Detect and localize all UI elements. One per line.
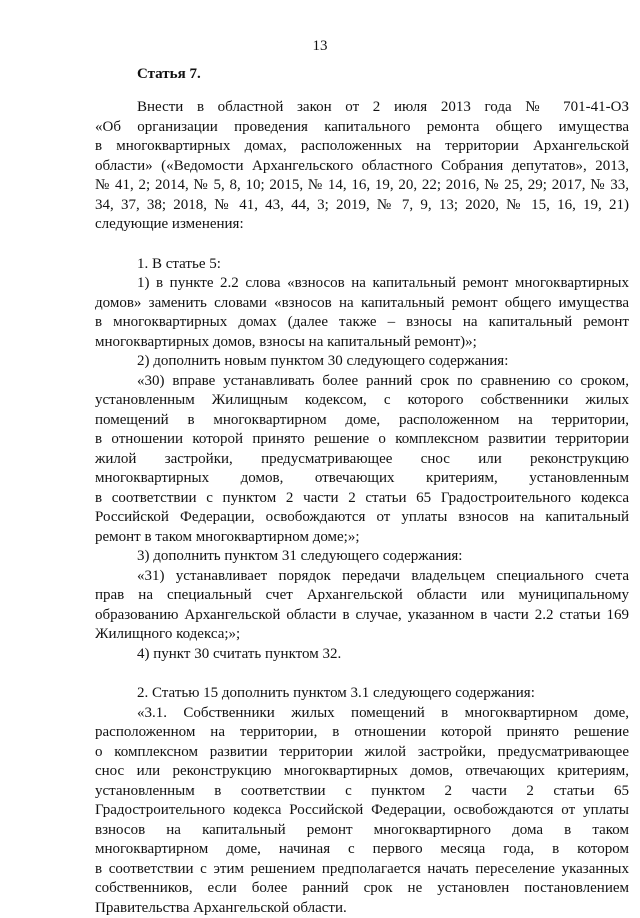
section-1-line: 3) дополнить пунктом 31 следующего содержания: — [95, 547, 629, 567]
section-1-line: Российской Федерации, освобождаются от уплаты взносов на капитальный — [95, 508, 629, 528]
section-2-line: расположенном на территории, в отношении которой принято решение — [95, 723, 629, 743]
section-1-line: «30) вправе устанавливать более ранний срок по сравнению со сроком, — [95, 372, 629, 392]
section-1-line: жилой застройки, предусматривающее снос или реконструкцию — [95, 450, 629, 470]
intro-line: № 41, 2; 2014, № 5, 8, 10; 2015, № 14, 16, 19, 20, 22; 2016, № 25, 29; 2017, № 33, — [95, 176, 629, 196]
section-1-title: 1. В статье 5: — [95, 255, 629, 275]
section-2-line: о комплексном развитии территории жилой застройки, предусматривающее — [95, 743, 629, 763]
section-2-line: Правительства Архангельской области. — [95, 899, 629, 918]
section-2-line: Градостроительного кодекса Российской Федерации, освобождаются от уплаты — [95, 801, 629, 821]
intro-line: 34, 37, 38; 2018, № 41, 43, 44, 3; 2019, № 7, 9, 13; 2020, № 15, 16, 19, 21) — [95, 196, 629, 216]
section-2-line: «3.1. Собственники жилых помещений в многоквартирном доме, — [95, 704, 629, 724]
intro-line: области» («Ведомости Архангельского областного Собрания депутатов», 2013, — [95, 157, 629, 177]
section-2-line: установленным в соответствии с пунктом 2 части 2 статьи 65 — [95, 782, 629, 802]
section-1-line: Жилищного кодекса;»; — [95, 625, 629, 645]
section-1-line: многоквартирных домов, взносы на капитальный ремонт)»; — [95, 333, 629, 353]
intro-line: Внести в областной закон от 2 июля 2013 года № 701-41-ОЗ — [95, 98, 629, 118]
section-1-line: помещений в многоквартирном доме, расположенном на территории, — [95, 411, 629, 431]
section-2-line: в соответствии с этим решением предполагается начать переселение указанных — [95, 860, 629, 880]
intro-line: следующие изменения: — [95, 215, 629, 235]
section-2-line: взносов на капитальный ремонт многоквартирного дома в таком — [95, 821, 629, 841]
article-heading: Статья 7. — [137, 66, 201, 83]
section-1-line: в отношении которой принято решение о комплексном развитии территории — [95, 430, 629, 450]
page-number: 13 — [0, 38, 640, 55]
section-1-line: многоквартирных домов, отвечающих критериям, установленным — [95, 469, 629, 489]
section-1-line: прав на специальный счет Архангельской области или муниципальному — [95, 586, 629, 606]
intro-line: в многоквартирных домах, расположенных на территории Архангельской — [95, 137, 629, 157]
section-1-line: 2) дополнить новым пунктом 30 следующего содержания: — [95, 352, 629, 372]
section-1-line: установленным Жилищным кодексом, с которого собственники жилых — [95, 391, 629, 411]
section-1-line: образованию Архангельской области в случае, указанном в части 2.2 статьи 169 — [95, 606, 629, 626]
section-1-line: 1) в пункте 2.2 слова «взносов на капитальный ремонт многоквартирных — [95, 274, 629, 294]
section-1-line: в многоквартирных домах (далее также – взносы на капитальный ремонт — [95, 313, 629, 333]
section-2-line: многоквартирном доме, начиная с первого месяца года, в котором — [95, 840, 629, 860]
section-1-line: в соответствии с пунктом 2 части 2 статьи 65 Градостроительного кодекса — [95, 489, 629, 509]
section-2-line: собственников, если более ранний срок не установлен постановлением — [95, 879, 629, 899]
article-body — [95, 98, 629, 918]
intro-line: «Об организации проведения капитального ремонта общего имущества — [95, 118, 629, 138]
section-1-line: домов» заменить словами «взносов на капитальный ремонт общего имущества — [95, 294, 629, 314]
section-1-line: 4) пункт 30 считать пунктом 32. — [95, 645, 629, 665]
section-1-line: «31) устанавливает порядок передачи владельцем специального счета — [95, 567, 629, 587]
section-2-line: снос или реконструкцию многоквартирных домов, отвечающих критериям, — [95, 762, 629, 782]
section-2-title: 2. Статью 15 дополнить пунктом 3.1 следующего содержания: — [95, 684, 629, 704]
section-1-line: ремонт в таком многоквартирном доме;»; — [95, 528, 629, 548]
